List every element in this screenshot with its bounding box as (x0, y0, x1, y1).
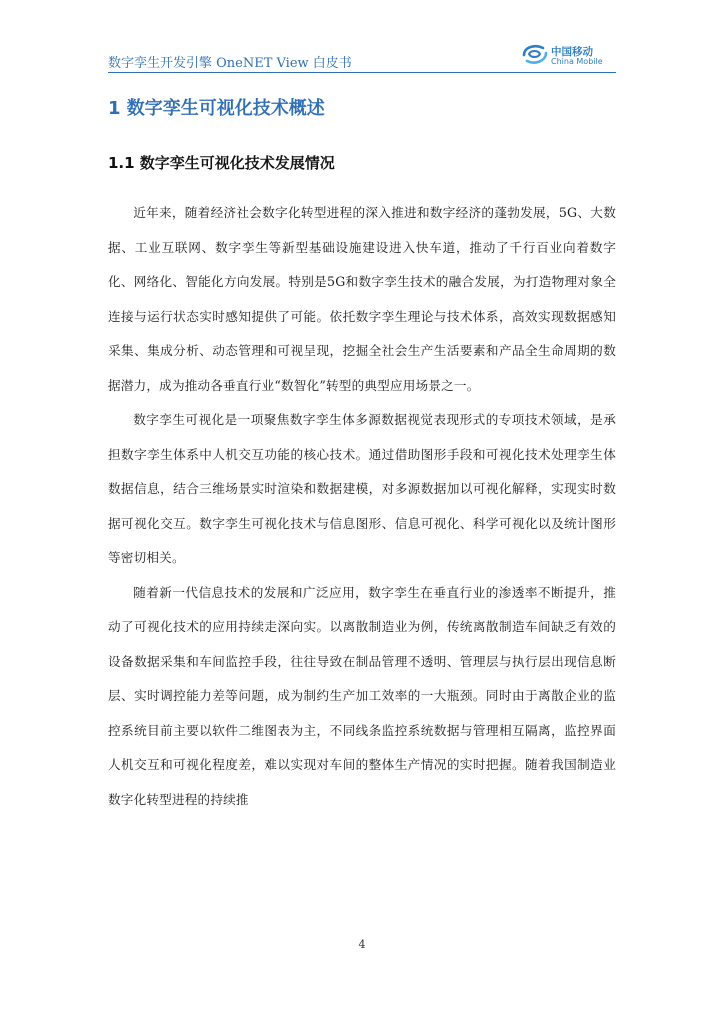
body-text (108, 196, 616, 817)
paragraph: 数字孪生可视化是一项聚焦数字孪生体多源数据视觉表现形式的专项技术领域，是承担数字孪生体系中人机交互功能的核心技术。通过借助图形手段和可视化技术处理孪生体数据信息，结合三维场景实时渲染和数据建模，对多源数据加以可视化解释，实现实时数据可视化交互。数字孪生可视化技术与信息图形、信息可视化、科学可视化以及统计图形等密切相关。 (108, 412, 616, 565)
china-mobile-logo (521, 42, 616, 70)
logo-english-text: China Mobile (551, 57, 603, 66)
header-divider (108, 72, 616, 73)
page-number: 4 (358, 938, 366, 951)
paragraph: 近年来，随着经济社会数字化转型进程的深入推进和数字经济的蓬勃发展，5G、大数据、工业互联网、数字孪生等新型基础设施建设进入快车道，推动了千行百业向着数字化、网络化、智能化方向发展。特别是5G和数字孪生技术的融合发展，为打造物理对象全连接与运行状态实时感知提供了可能。依托数字孪生理论与技术体系，高效实现数据感知采集、集成分析、动态管理和可视呈现，挖掘全社会生产生活要素和产品全生命周期的数据潜力，成为推动各垂直行业“数智化”转型的典型应用场景之一。 (108, 205, 616, 393)
chapter-heading: 1 数字孪生可视化技术概述 (108, 98, 325, 119)
china-mobile-logo-icon (521, 42, 549, 68)
paragraph: 随着新一代信息技术的发展和广泛应用，数字孪生在垂直行业的渗透率不断提升，推动了可视化技术的应用持续走深向实。以离散制造业为例，传统离散制造车间缺乏有效的设备数据采集和车间监控手段，往往导致在制品管理不透明、管理层与执行层出现信息断层、实时调控能力差等问题，成为制约生产加工效率的一大瓶颈。同时由于离散企业的监控系统目前主要以软件二维图表为主，不同线条监控系统数据与管理相互隔离，监控界面人机交互和可视化程度差，难以实现对车间的整体生产情况的实时把握。随着我国制造业数字化转型进程的持续推 (108, 584, 616, 807)
section-heading: 1.1 数字孪生可视化技术发展情况 (108, 154, 335, 172)
logo-chinese-text: 中国移动 (551, 46, 593, 58)
header-title: 数字孪生开发引擎 OneNET View 白皮书 (108, 56, 352, 71)
